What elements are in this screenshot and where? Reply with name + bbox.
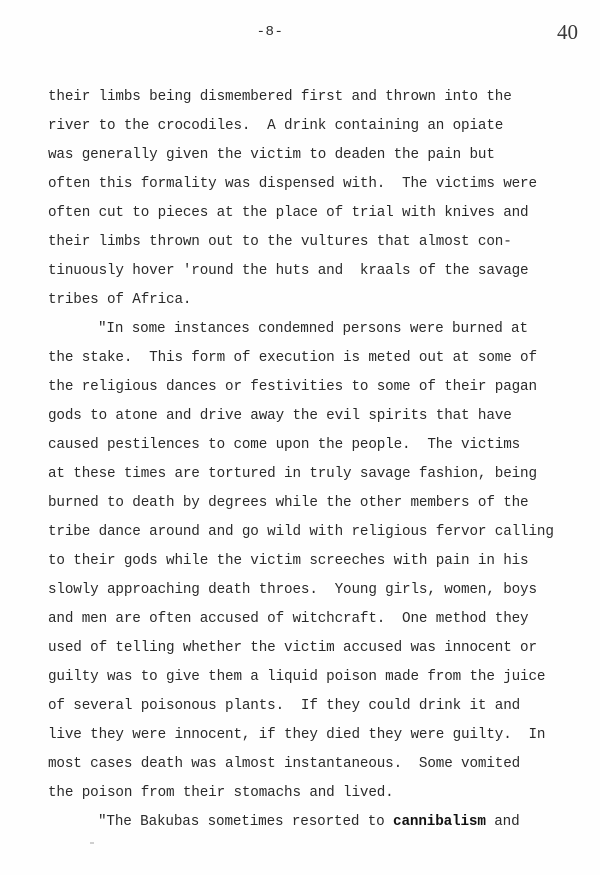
corner-page-number: 40 (557, 20, 578, 44)
text-line: the religious dances or festivities to some of their pagan (48, 379, 537, 395)
text-line: to their gods while the victim screeches with pain in his (48, 553, 529, 569)
emphasized-word: cannibalism (393, 814, 486, 830)
last-line-before: "The Bakubas sometimes resorted to (98, 814, 394, 830)
text-line: the poison from their stomachs and lived. (48, 785, 394, 801)
page-label: -8- (256, 24, 284, 40)
last-line-after: and (485, 814, 520, 830)
text-line: and men are often accused of witchcraft. One method they (48, 611, 529, 627)
text-line: tinuously hover 'round the huts and kraals of the savage (48, 263, 529, 279)
text-line: tribes of Africa. (48, 292, 192, 308)
text-line: river to the crocodiles. A drink containing an opiate (48, 118, 504, 134)
text-line: live they were innocent, if they died they were guilty. In (48, 727, 546, 743)
text-line: at these times are tortured in truly savage fashion, being (48, 466, 537, 482)
text-line: their limbs thrown out to the vultures that almost con- (48, 234, 512, 250)
paper-speck (90, 842, 94, 844)
text-line: caused pestilences to come upon the people. The victims (48, 437, 521, 453)
text-line: tribe dance around and go wild with religious fervor calling (48, 524, 554, 540)
text-line: most cases death was almost instantaneous. Some vomited (48, 756, 521, 772)
text-line: their limbs being dismembered first and thrown into the (48, 89, 512, 105)
text-line: burned to death by degrees while the other members of the (48, 495, 529, 511)
text-line: often cut to pieces at the place of trial with knives and (48, 205, 529, 221)
paragraph-start-line (48, 808, 568, 837)
text-line: used of telling whether the victim accused was innocent or (48, 640, 537, 656)
paragraph-start-line: "In some instances condemned persons were burned at (98, 321, 528, 337)
text-line: slowly approaching death throes. Young girls, women, boys (48, 582, 537, 598)
text-line: was generally given the victim to deaden the pain but (48, 147, 495, 163)
body-text (48, 83, 568, 837)
text-line: guilty was to give them a liquid poison made from the juice (48, 669, 546, 685)
text-line: of several poisonous plants. If they could drink it and (48, 698, 521, 714)
text-line: the stake. This form of execution is meted out at some of (48, 350, 537, 366)
text-line: gods to atone and drive away the evil spirits that have (48, 408, 512, 424)
text-line: often this formality was dispensed with. The victims were (48, 176, 537, 192)
